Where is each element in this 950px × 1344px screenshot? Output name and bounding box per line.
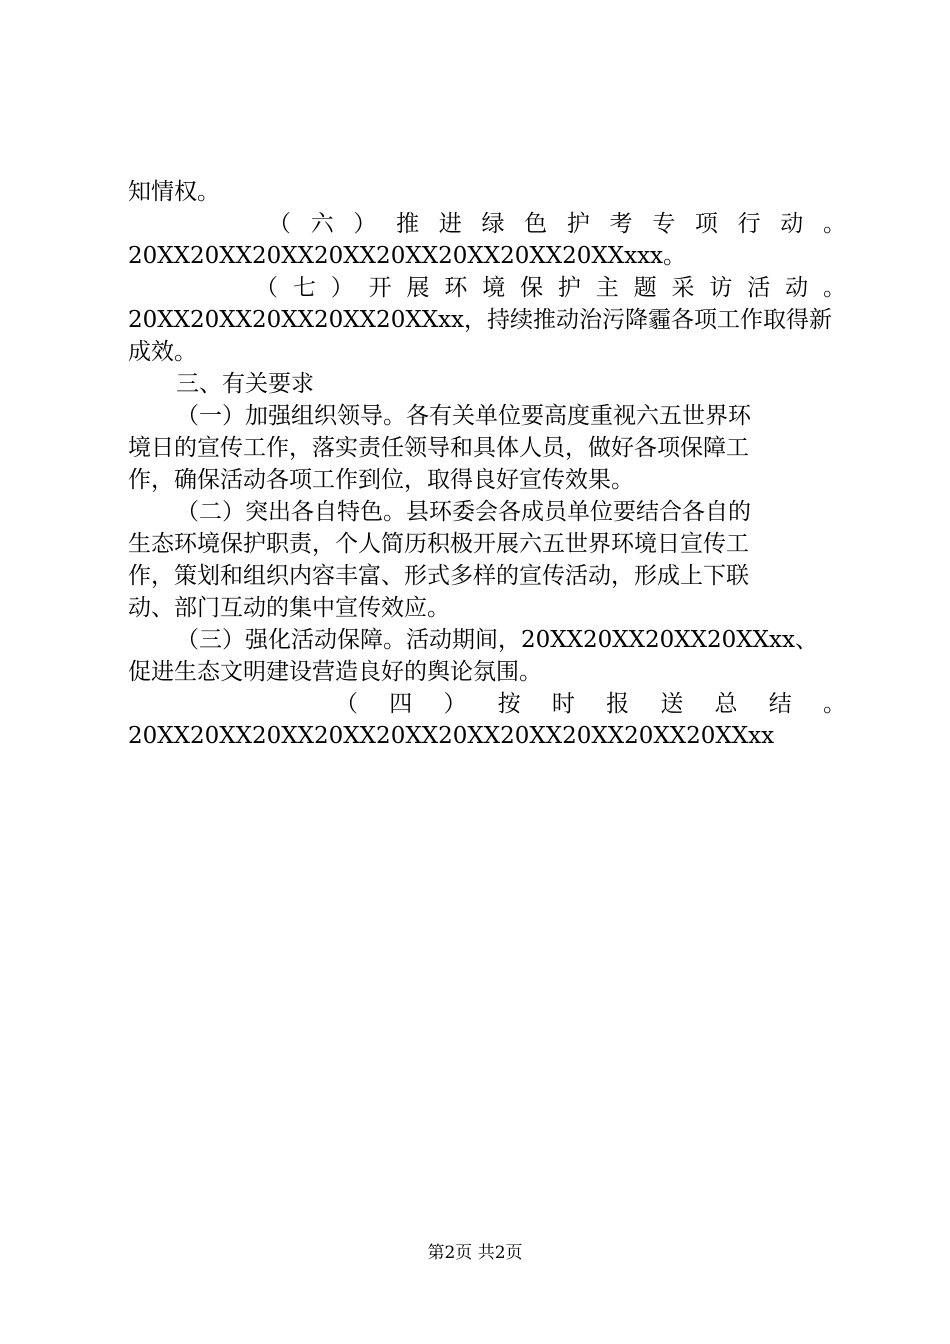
section-heading-six: （六）推进绿色护考专项行动。 <box>268 211 846 237</box>
paragraph-line: 生态环境保护职责，个人简历积极开展六五世界环境日宣传工 <box>128 531 749 557</box>
section-heading-seven: （七）开展环境保护主题采访活动。 <box>255 275 846 301</box>
paragraph-line: 作，策划和组织内容丰富、形式多样的宣传活动，形成上下联 <box>128 563 749 589</box>
paragraph-line: 20XX20XX20XX20XX20XX20XX20XX20XX20XX20XXxx <box>128 723 775 749</box>
paragraph-line: 作，确保活动各项工作到位，取得良好宣传效果。 <box>128 467 634 493</box>
paragraph-line: 20XX20XX20XX20XX20XXxx，持续推动治污降霾各项工作取得新 <box>128 307 833 333</box>
paragraph-line: 20XX20XX20XX20XX20XX20XX20XX20XXxxx。 <box>128 243 687 269</box>
paragraph-line: 知情权。 <box>128 179 220 205</box>
section-title-requirements: 三、有关要求 <box>176 371 314 397</box>
paragraph-line: 境日的宣传工作，落实责任领导和具体人员，做好各项保障工 <box>128 435 749 461</box>
paragraph-line: （二）突出各自特色。县环委会各成员单位要结合各自的 <box>176 499 751 525</box>
paragraph-line: 成效。 <box>128 339 197 365</box>
paragraph-line: （三）强化活动保障。活动期间，20XX20XX20XX20XXxx、 <box>176 627 819 653</box>
section-heading-four: （四）按时报送总结。 <box>335 691 846 717</box>
paragraph-line: （一）加强组织领导。各有关单位要高度重视六五世界环 <box>176 403 751 429</box>
paragraph-line: 促进生态文明建设营造良好的舆论氛围。 <box>128 659 542 685</box>
page-number-footer: 第2页 共2页 <box>427 1243 523 1263</box>
paragraph-line: 动、部门互动的集中宣传效应。 <box>128 595 450 621</box>
